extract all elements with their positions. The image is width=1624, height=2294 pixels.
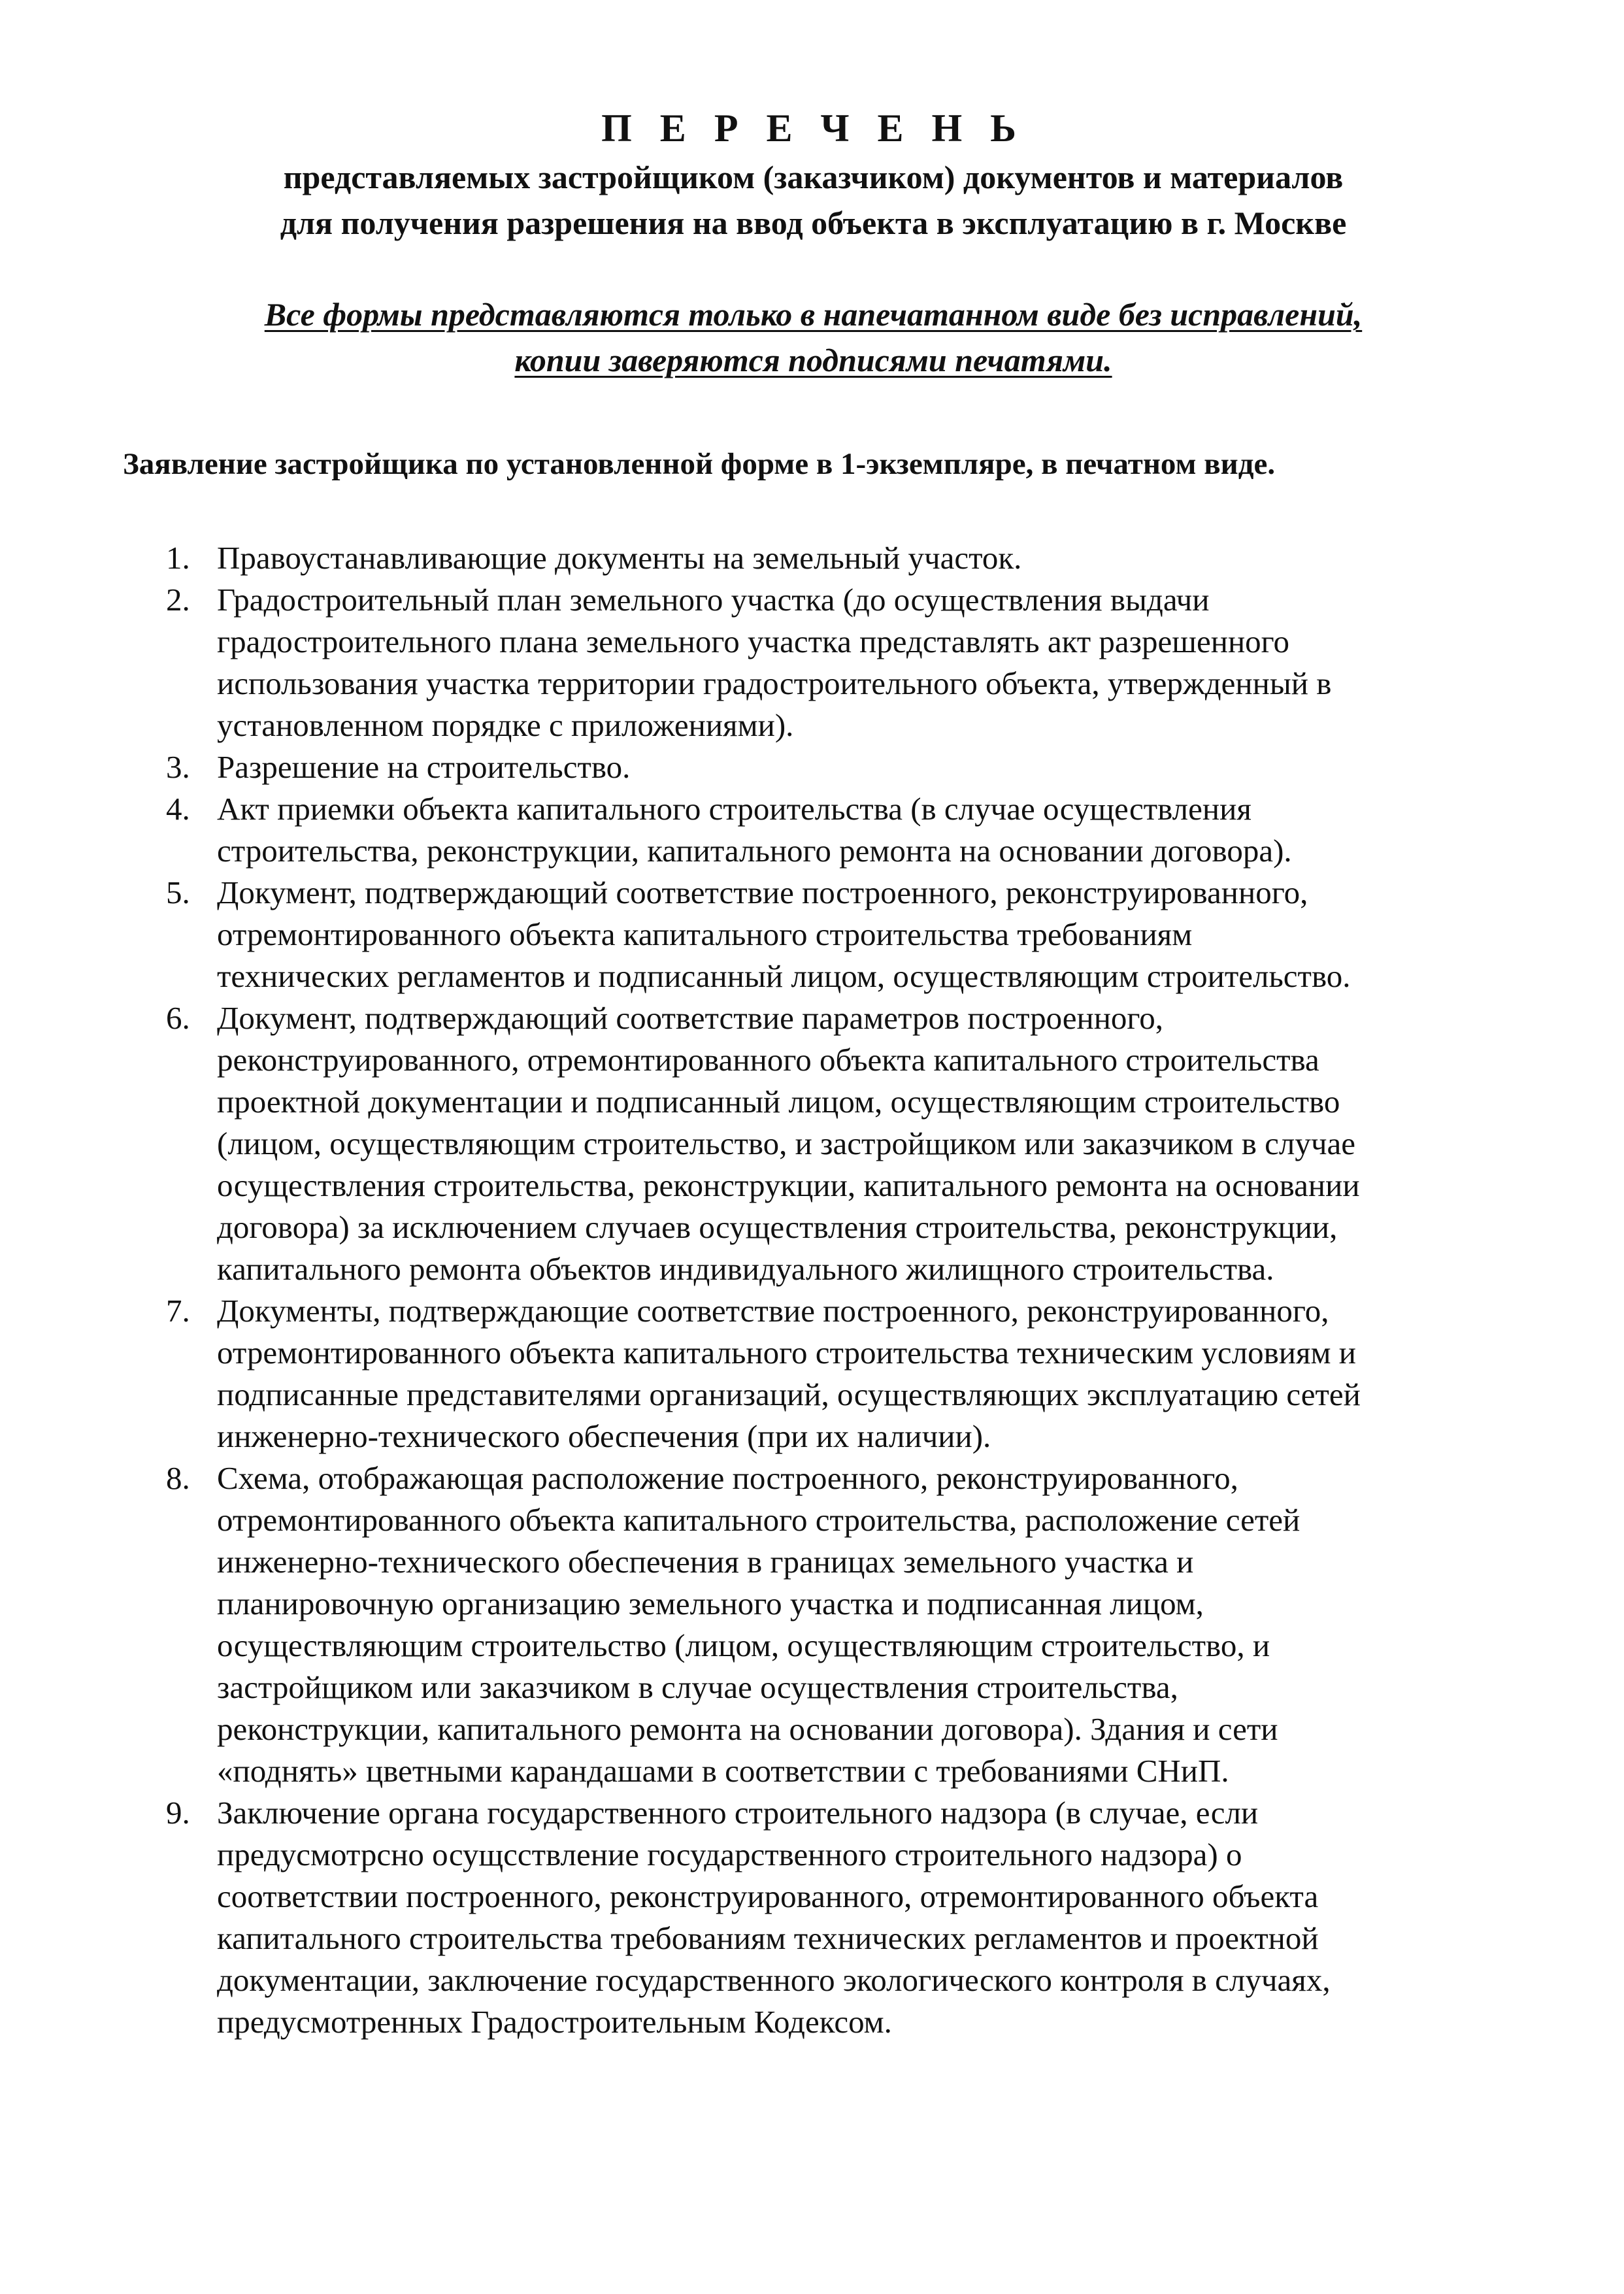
list-item-text-line: осуществляющим строительство (лицом, осуществляющим строительство, и: [217, 1627, 1270, 1663]
list-item-text-line: технических регламентов и подписанный лицом, осуществляющим строительство.: [217, 958, 1351, 994]
list-item-text-line: планировочную организацию земельного участка и подписанная лицом,: [217, 1586, 1204, 1621]
list-item-text-line: (лицом, осуществляющим строительство, и застройщиком или заказчиком в случае: [217, 1125, 1356, 1161]
list-item-text-line: осуществления строительства, реконструкции, капитального ремонта на основании: [217, 1167, 1360, 1203]
list-item-text-line: капитального ремонта объектов индивидуального жилищного строительства.: [217, 1251, 1274, 1287]
list-item-text-line: застройщиком или заказчиком в случае осуществления строительства,: [217, 1669, 1178, 1705]
list-item: [120, 1290, 1506, 1457]
list-item-text-line: документации, заключение государственного экологического контроля в случаях,: [217, 1962, 1331, 1998]
list-item-number: 5.: [166, 874, 190, 910]
document-subtitle-line-2: для получения разрешения на ввод объекта в эксплуатацию в г. Москве: [280, 205, 1347, 241]
list-item: [120, 746, 1506, 788]
list-item-number: 7.: [166, 1293, 190, 1329]
list-item-text-line: подписанные представителями организаций, осуществляющих эксплуатацию сетей: [217, 1376, 1361, 1412]
list-item: [120, 579, 1506, 746]
list-item: [120, 537, 1506, 579]
list-item-text-line: Заключение органа государственного строительного надзора (в случае, если: [217, 1795, 1259, 1831]
notice-line-2: копии заверяются подписями печатями.: [514, 342, 1112, 378]
list-item: [120, 1792, 1506, 2043]
required-documents-list: [120, 537, 1506, 2043]
application-statement: Заявление застройщика по установленной форме в 1-экземпляре, в печатном виде.: [123, 447, 1276, 481]
document-subtitle-line-1: представляемых застройщиком (заказчиком) документов и материалов: [283, 159, 1344, 195]
list-item: [120, 1457, 1506, 1792]
list-item-number: 8.: [166, 1460, 190, 1496]
list-item-text-line: Схема, отображающая расположение построенного, реконструированного,: [217, 1460, 1238, 1496]
list-item-number: 6.: [166, 1000, 190, 1036]
list-item-text-line: Градостроительный план земельного участка (до осуществления выдачи: [217, 582, 1210, 618]
list-item-text-line: соответствии построенного, реконструированного, отремонтированного объекта: [217, 1878, 1319, 1914]
list-item-text-line: отремонтированного объекта капитального строительства техническим условиям и: [217, 1335, 1356, 1371]
list-item-text-line: предусмотрсно осущсствление государственного строительного надзора) о: [217, 1837, 1242, 1872]
list-item-number: 4.: [166, 791, 190, 827]
list-item-number: 9.: [166, 1795, 190, 1831]
notice-line-1: Все формы представляются только в напечатанном виде без исправлений,: [264, 296, 1363, 333]
list-item-text-line: Документ, подтверждающий соответствие построенного, реконструированного,: [217, 874, 1308, 910]
list-item-text-line: капитального строительства требованиям технических регламентов и проектной: [217, 1920, 1319, 1956]
list-item-text-line: градостроительного плана земельного участка представлять акт разрешенного: [217, 623, 1290, 659]
list-item-number: 1.: [166, 540, 190, 576]
list-item-text-line: инженерно-технического обеспечения в границах земельного участка и: [217, 1544, 1194, 1580]
list-item-text-line: предусмотренных Градостроительным Кодексом.: [217, 2004, 892, 2040]
list-item-text-line: реконструкции, капитального ремонта на основании договора). Здания и сети: [217, 1711, 1278, 1747]
list-item-text-line: отремонтированного объекта капитального строительства, расположение сетей: [217, 1502, 1301, 1538]
list-item-text-line: отремонтированного объекта капитального строительства требованиям: [217, 916, 1193, 952]
list-item-text-line: проектной документации и подписанный лицом, осуществляющим строительство: [217, 1084, 1340, 1120]
list-item-text-line: Акт приемки объекта капитального строительства (в случае осуществления: [217, 791, 1251, 827]
list-item-text-line: инженерно-технического обеспечения (при их наличии).: [217, 1418, 991, 1454]
list-item-text-line: Разрешение на строительство.: [217, 749, 631, 785]
list-item-text-line: Документы, подтверждающие соответствие построенного, реконструированного,: [217, 1293, 1329, 1329]
list-item-text-line: строительства, реконструкции, капитального ремонта на основании договора).: [217, 833, 1292, 869]
document-title: П Е Р Е Ч Е Н Ь: [601, 107, 1025, 150]
list-item-text-line: установленном порядке с приложениями).: [217, 707, 794, 743]
list-item-text-line: Документ, подтверждающий соответствие параметров построенного,: [217, 1000, 1164, 1036]
list-item: [120, 872, 1506, 997]
list-item-number: 3.: [166, 749, 190, 785]
list-item: [120, 997, 1506, 1290]
list-item-text-line: использования участка территории градостроительного объекта, утвержденный в: [217, 665, 1332, 701]
list-item-text-line: «поднять» цветными карандашами в соответствии с требованиями СНиП.: [217, 1753, 1229, 1789]
list-item-text-line: реконструированного, отремонтированного объекта капитального строительства: [217, 1042, 1319, 1078]
print-requirements-notice: [120, 291, 1506, 383]
list-item-text-line: договора) за исключением случаев осуществления строительства, реконструкции,: [217, 1209, 1338, 1245]
list-item-text-line: Правоустанавливающие документы на земельный участок.: [217, 540, 1022, 576]
list-item-number: 2.: [166, 582, 190, 618]
list-item: [120, 788, 1506, 872]
